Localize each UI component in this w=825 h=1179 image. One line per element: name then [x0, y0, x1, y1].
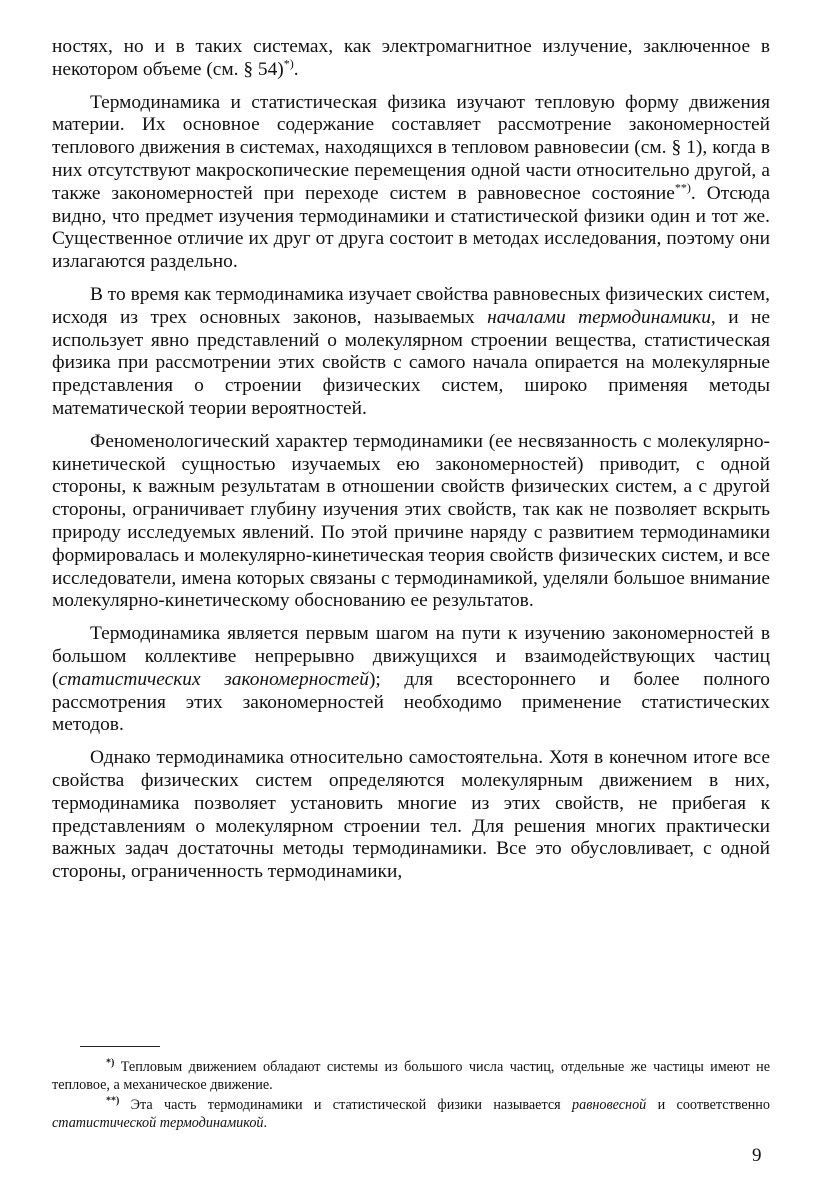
footnote-text: Тепловым движением обладают системы из большого числа частиц, отдельные же частицы имеют не тепловое, а механическое движение. [52, 1059, 770, 1093]
italic-term: началами термодинамики [487, 306, 711, 328]
footnote-2 [52, 1096, 770, 1132]
paragraph-thermo-intro [52, 92, 770, 274]
paragraph-first-step [52, 623, 770, 737]
paragraph-independence [52, 747, 770, 884]
paragraph-text: Термодинамика является первым шагом на пути к изучению закономерностей в большом коллективе непрерывно движущихся и взаимодействующих частиц ( [52, 623, 770, 690]
footnote-1 [52, 1058, 770, 1094]
footnote-text: . [263, 1115, 268, 1131]
footnote-mark: **) [106, 1095, 120, 1107]
paragraph-text: Термодинамика и статистическая физика изучают тепловую форму движения материи. Их основное содержание составляет рассмотрение закономерностей теплового движения в системах, находящихся в тепловом равновесии (см. § 1), когда в них отсутствуют макроскопические перемещения одной части относительно другой, а также закономерностей при переходе систем в равновесное состояние [52, 91, 770, 204]
footnote-mark: *) [106, 1057, 115, 1069]
paragraph-text: ); для всестороннего и более полного рассмотрения этих закономерностей необходимо применение статистических методов. [52, 668, 770, 736]
italic-term: статистической термодинамикой [52, 1115, 264, 1131]
paragraph-text: ностях, но и в таких системах, как электромагнитное излучение, заключенное в некотором объеме (см. § 54) [52, 36, 770, 80]
page-number: 9 [752, 1145, 762, 1166]
footnote-text: и соответственно [646, 1097, 770, 1113]
italic-term: равновесной [572, 1097, 647, 1113]
paragraph-methods [52, 284, 770, 421]
footnote-ref-2[interactable]: **) [674, 180, 691, 195]
paragraph-tail: . [293, 58, 299, 80]
paragraph-text: Феноменологический характер термодинамики (ее несвязанность с молекулярно-кинетической сущностью изучаемых ею закономерностей) приводит, с одной стороны, к важным результатам в отношении свойств физических систем, а с другой стороны, ограничивает глубину изучения этих свойств, так как не позволяет вскрыть природу исследуемых явлений. По этой причине наряду с развитием термодинамики формировалась и молекулярно-кинетическая теория свойств физических систем, и все исследователи, имена которых связаны с термодинамикой, уделяли большое внимание молекулярно-кинетическому обоснованию ее результатов. [52, 430, 770, 612]
footnote-ref-1[interactable]: *) [283, 56, 294, 71]
italic-term: статистических закономерностей [58, 668, 369, 690]
footnote-text: Эта часть термодинамики и статистической физики называется [130, 1097, 572, 1113]
paragraph-text: Однако термодинамика относительно самостоятельна. Хотя в конечном итоге все свойства физических систем определяются молекулярным движением в них, термодинамика позволяет установить многие из этих свойств, не прибегая к представлениям о молекулярном строении тел. Для решения многих практически важных задач достаточны методы термодинамики. Все это обусловливает, с одной стороны, ограниченность термодинамики, [52, 747, 770, 883]
paragraph-text: , и не использует явно представлений о молекулярном строении вещества, статистическая физика при рассмотрении этих свойств с самого начала опирается на молекулярные представления о строении физических систем, широко применяя методы математической теории вероятностей. [52, 306, 771, 419]
page-body [52, 36, 770, 884]
paragraph-phenomenological [52, 431, 770, 613]
paragraph-text: В то время как термодинамика изучает свойства равновесных физических систем, исходя из трех основных законов, называемых [52, 283, 770, 328]
footnotes [52, 1058, 770, 1132]
footnote-divider [80, 1046, 160, 1047]
paragraph-continuation [52, 36, 770, 82]
paragraph-text: . Отсюда видно, что предмет изучения термодинамики и статистической физики один и тот же. Существенное отличие их друг от друга состоит в методах исследования, поэтому они излагаются раздельно. [52, 182, 770, 273]
